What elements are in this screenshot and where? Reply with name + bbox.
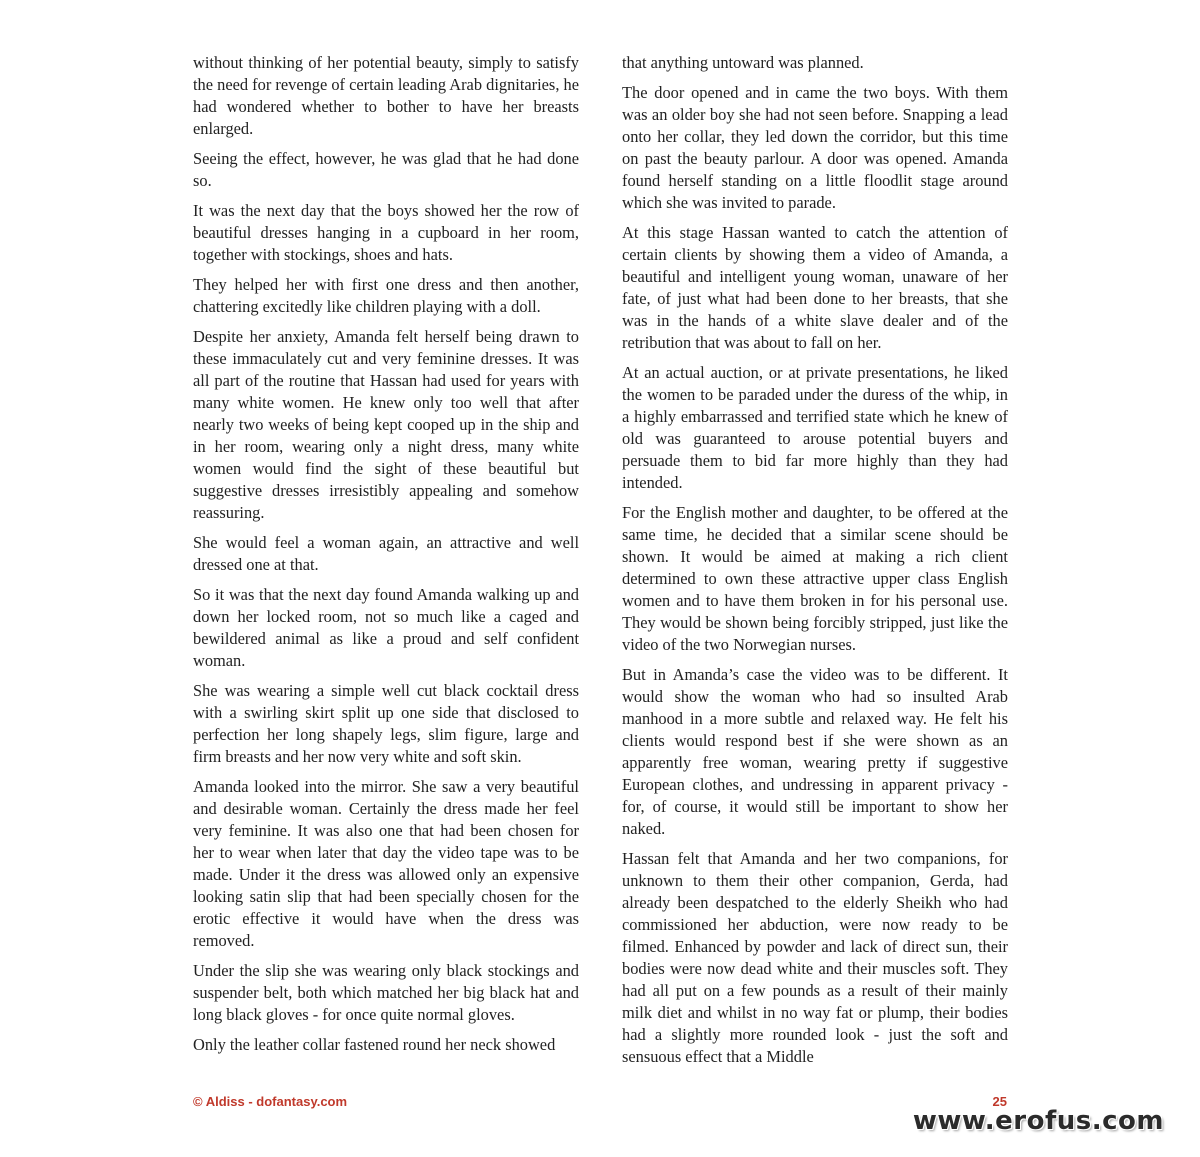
paragraph: Hassan felt that Amanda and her two companions, for unknown to them their other companion, Gerda, had already been despatched to the elderly Sheikh who had commissioned her abduction, were now ready to be filmed. Enhanced by powder and lack of direct sun, their bodies were now dead white and their muscles soft. They had all put on a few pounds as a result of their mainly milk diet and whilst in no way fat or plump, their bodies had a slightly more rounded look - just the soft and sensuous effect that a Middle <box>622 849 1008 1066</box>
paragraph: without thinking of her potential beauty, simply to satisfy the need for revenge of certain leading Arab dignitaries, he had wondered whether to bother to have her breasts enlarged. <box>193 53 579 138</box>
paragraph: Seeing the effect, however, he was glad that he had done so. <box>193 149 579 190</box>
left-text-column <box>193 52 579 1064</box>
paragraph: She was wearing a simple well cut black cocktail dress with a swirling skirt split up one side that disclosed to perfection her long shapely legs, slim figure, large and firm breasts and her now very white and soft skin. <box>193 681 579 766</box>
paragraph: Despite her anxiety, Amanda felt herself being drawn to these immaculately cut and very feminine dresses. It was all part of the routine that Hassan had used for years with many white women. He knew only too well that after nearly two weeks of being kept cooped up in the ship and in her room, wearing only a night dress, many white women would find the sight of these beautiful but suggestive dresses irresistibly appealing and somehow reassuring. <box>193 327 579 522</box>
paragraph: It was the next day that the boys showed her the row of beautiful dresses hanging in a cupboard in her room, together with stockings, shoes and hats. <box>193 201 579 264</box>
paragraph: But in Amanda’s case the video was to be different. It would show the woman who had so insulted Arab manhood in a more subtle and relaxed way. He felt his clients would respond best if she were shown as an apparently free woman, wearing pretty if suggestive European clothes, and undressing in apparent privacy - for, of course, it would still be important to show her naked. <box>622 665 1008 838</box>
copyright-footer: © Aldiss - dofantasy.com <box>193 1094 348 1109</box>
paragraph: Amanda looked into the mirror. She saw a very beautiful and desirable woman. Certainly the dress made her feel very feminine. It was also one that had been chosen for her to wear when later that day the video tape was to be made. Under it the dress was allowed only an expensive looking satin slip that had been specially chosen for the erotic effective it would have when the dress was removed. <box>193 777 579 950</box>
watermark-text: www.erofus.com <box>912 1106 1164 1136</box>
paragraph: So it was that the next day found Amanda walking up and down her locked room, not so much like a caged and bewildered animal as like a proud and self confident woman. <box>193 585 579 670</box>
paragraph: At this stage Hassan wanted to catch the attention of certain clients by showing them a video of Amanda, a beautiful and intelligent young woman, unaware of her fate, of just what had been done to her breasts, that she was in the hands of a white slave dealer and of the retribution that was about to fall on her. <box>622 223 1008 352</box>
paragraph: The door opened and in came the two boys. With them was an older boy she had not seen before. Snapping a lead onto her collar, they led down the corridor, but this time on past the beauty parlour. A door was opened. Amanda found herself standing on a little floodlit stage around which she was invited to parade. <box>622 83 1008 212</box>
page-number: 25 <box>992 1094 1007 1109</box>
paragraph: They helped her with first one dress and then another, chattering excitedly like children playing with a doll. <box>193 275 579 316</box>
right-text-column <box>622 52 1008 1076</box>
paragraph: For the English mother and daughter, to be offered at the same time, he decided that a similar scene should be shown. It would be aimed at making a rich client determined to own these attractive upper class English women and to have them broken in for his personal use. They would be shown being forcibly stripped, just like the video of the two Norwegian nurses. <box>622 503 1008 654</box>
paragraph: that anything untoward was planned. <box>622 53 864 72</box>
paragraph: Under the slip she was wearing only black stockings and suspender belt, both which matched her big black hat and long black gloves - for once quite normal gloves. <box>193 961 579 1024</box>
paragraph: At an actual auction, or at private presentations, he liked the women to be paraded under the duress of the whip, in a highly embarrassed and terrified state which he knew of old was guaranteed to arouse potential buyers and persuade them to bid far more highly than they had intended. <box>622 363 1008 492</box>
paragraph: Only the leather collar fastened round her neck showed <box>193 1035 556 1054</box>
paragraph: She would feel a woman again, an attractive and well dressed one at that. <box>193 533 579 574</box>
